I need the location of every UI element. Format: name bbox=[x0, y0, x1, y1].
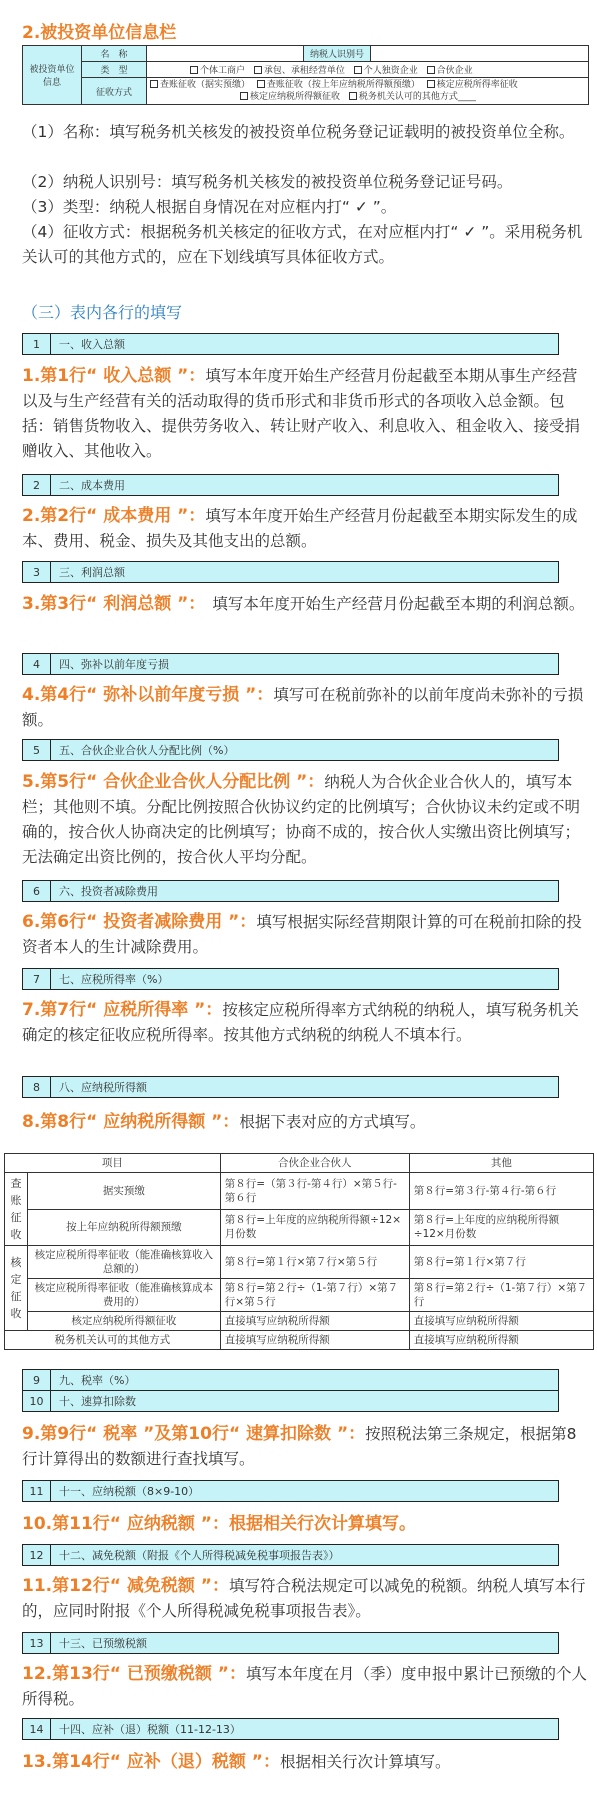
info-type-options bbox=[147, 62, 589, 78]
row-desc-text: 根据下表对应的方式填写。 bbox=[239, 1113, 426, 1131]
row-label: 十二、减免税额（附报《个人所得税减免税事项报告表》） bbox=[59, 1549, 340, 1562]
row-number: 1 bbox=[23, 334, 51, 354]
info-name-value bbox=[147, 46, 304, 62]
row-bars-9-10 bbox=[22, 1370, 559, 1412]
info-tin-label: 纳税人识别号 bbox=[304, 46, 371, 62]
row-desc-title: 6.第6行“ 投资者减除费用 ”： bbox=[22, 912, 257, 932]
row-number: 10 bbox=[23, 1391, 51, 1411]
row-desc-title: 3.第3行“ 利润总额 ”： bbox=[22, 594, 197, 614]
type-option: 个人独资企业 bbox=[363, 66, 418, 76]
checkbox-icon[interactable] bbox=[240, 92, 248, 100]
row-number: 14 bbox=[23, 1719, 51, 1739]
row-number: 7 bbox=[23, 969, 51, 989]
info-left-label: 被投资单位信息 bbox=[23, 46, 82, 105]
table-header-partner: 合伙企业合伙人 bbox=[220, 1154, 409, 1173]
row-bar-1 bbox=[22, 333, 559, 355]
table-group-audit: 查账征收 bbox=[5, 1173, 28, 1246]
table-cell: 第８行=第２行÷（1-第７行）×第７行×第５行 bbox=[220, 1279, 409, 1312]
row-number: 2 bbox=[23, 475, 51, 495]
table-cell: 核定应税所得率征收（能准确核算成本费用的） bbox=[28, 1279, 221, 1312]
info-levy-options: 查账征收（据实预缴） 查账征收（按上年应纳税所得额预缴） 核定应税所得率征收 核定应纳税所得额征收 税务机关认可的其他方式____ bbox=[147, 78, 589, 105]
row-desc-7 bbox=[22, 998, 587, 1048]
row-desc-1 bbox=[22, 364, 587, 464]
row-desc-2 bbox=[22, 504, 587, 554]
row-bar-11 bbox=[22, 1480, 559, 1502]
row-label: 十一、应纳税额（8×9-10） bbox=[59, 1485, 200, 1498]
row-desc-12 bbox=[22, 1574, 587, 1624]
checkbox-icon[interactable] bbox=[427, 80, 435, 88]
checkbox-icon[interactable] bbox=[254, 66, 262, 74]
row-label: 五、合伙企业合伙人分配比例（%） bbox=[59, 744, 235, 757]
table-cell: 按上年应纳税所得额预缴 bbox=[28, 1209, 221, 1246]
row-desc-title: 7.第7行“ 应税所得率 ”： bbox=[22, 1000, 223, 1020]
levy-option: 核定应税所得率征收 bbox=[436, 80, 518, 90]
row-bar-5 bbox=[22, 739, 559, 761]
row-label: 四、弥补以前年度亏损 bbox=[59, 658, 169, 671]
note-1: （1）名称：填写税务机关核发的被投资单位税务登记证载明的被投资单位全称。 bbox=[22, 123, 575, 141]
row-number: 13 bbox=[23, 1633, 51, 1653]
row-desc-title: 9.第9行“ 税率 ”及第10行“ 速算扣除数 ”： bbox=[22, 1424, 366, 1444]
row-desc-text: 填写根据实际经营期限计算的可在税前扣除的投资者本人的生计减除费用。 bbox=[22, 913, 582, 956]
row-desc-title: 1.第1行“ 收入总额 ”： bbox=[22, 366, 206, 386]
levy-option: 查账征收（按上年应纳税所得额预缴） bbox=[266, 80, 420, 90]
row-label: 十、速算扣除数 bbox=[59, 1395, 136, 1408]
type-option: 承包、承租经营单位 bbox=[263, 66, 345, 76]
table-header-item: 项目 bbox=[5, 1154, 221, 1173]
table-cell: 第８行=上年度的应纳税所得额÷12×月份数 bbox=[220, 1209, 409, 1246]
row-label: 十四、应补（退）税额（11-12-13） bbox=[59, 1723, 241, 1736]
table-cell: 直接填写应纳税所得额 bbox=[220, 1331, 409, 1350]
row-label: 二、成本费用 bbox=[59, 479, 125, 492]
row-desc-text: 填写本年度开始生产经营月份起截至本期的利润总额。 bbox=[196, 595, 585, 613]
row-desc-text: 按照税法第三条规定，根据第8行计算得出的数额进行查找填写。 bbox=[22, 1425, 577, 1468]
table-cell: 第８行=第２行÷（1-第７行）×第７行 bbox=[409, 1279, 593, 1312]
note-3: （3）类型：纳税人根据自身情况在对应框内打“ ✓ ”。 bbox=[22, 198, 397, 216]
row-label: 八、应纳税所得额 bbox=[59, 1081, 147, 1094]
info-name-label: 名 称 bbox=[82, 46, 147, 62]
checkbox-icon[interactable] bbox=[257, 80, 265, 88]
table-cell: 直接填写应纳税所得额 bbox=[220, 1312, 409, 1331]
row-desc-9 bbox=[22, 1422, 587, 1472]
row-desc-text: 填写本年度开始生产经营月份起截至本期实际发生的成本、费用、税金、损失及其他支出的总额。 bbox=[22, 507, 578, 550]
row-number: 6 bbox=[23, 881, 51, 901]
row-desc-text: 根据相关行次计算填写。 bbox=[279, 1753, 451, 1771]
row-desc-6 bbox=[22, 910, 587, 960]
checkbox-icon[interactable] bbox=[354, 66, 362, 74]
row-desc-4 bbox=[22, 683, 587, 733]
note-2: （2）纳税人识别号：填写税务机关核发的被投资单位税务登记证号码。 bbox=[22, 173, 513, 191]
row-bar-7 bbox=[22, 968, 559, 990]
row-bar-9 bbox=[22, 1369, 559, 1391]
row-desc-title: 10.第11行“ 应纳税额 ”：根据相关行次计算填写。 bbox=[22, 1514, 416, 1534]
row-number: 5 bbox=[23, 740, 51, 760]
type-option: 个体工商户 bbox=[200, 66, 246, 76]
row-bar-2 bbox=[22, 474, 559, 496]
table-cell: 据实预缴 bbox=[28, 1173, 221, 1210]
row-desc-text: 填写可在税前弥补的以前年度尚未弥补的亏损额。 bbox=[22, 686, 584, 729]
row-number: 12 bbox=[23, 1545, 51, 1565]
row-desc-14 bbox=[22, 1750, 587, 1775]
row-label: 十三、已预缴税额 bbox=[59, 1637, 147, 1650]
row-number: 8 bbox=[23, 1077, 51, 1097]
table-cell: 第８行=第３行-第４行-第６行 bbox=[409, 1173, 593, 1210]
row-bar-8 bbox=[22, 1076, 559, 1098]
row-desc-8 bbox=[22, 1110, 587, 1135]
info-type-label: 类 型 bbox=[82, 62, 147, 78]
row-desc-text: 纳税人为合伙企业合伙人的，填写本栏；其他则不填。分配比例按照合伙协议约定的比例填写；合伙协议未约定或不明确的，按合伙人协商决定的比例填写；协商不成的，按合伙人实缴出资比例填写；无法确定出资比例的，按合伙人平均分配。 bbox=[22, 773, 581, 866]
row-bar-13 bbox=[22, 1632, 559, 1654]
table-header-other: 其他 bbox=[409, 1154, 593, 1173]
checkbox-icon[interactable] bbox=[190, 66, 198, 74]
table-cell: 核定应纳税所得额征收 bbox=[28, 1312, 221, 1331]
row-number: 3 bbox=[23, 562, 51, 582]
levy-option: 核定应纳税所得额征收 bbox=[250, 92, 341, 102]
table-cell: 第８行=第１行×第７行 bbox=[409, 1246, 593, 1279]
checkbox-icon[interactable] bbox=[427, 66, 435, 74]
row-desc-title: 8.第8行“ 应纳税所得额 ”： bbox=[22, 1112, 240, 1132]
row-label: 六、投资者减除费用 bbox=[59, 885, 158, 898]
table-cell: 核定应税所得率征收（能准确核算收入总额的） bbox=[28, 1246, 221, 1279]
row-desc-13 bbox=[22, 1662, 587, 1712]
table-cell: 直接填写应纳税所得额 bbox=[409, 1312, 593, 1331]
row-desc-3 bbox=[22, 592, 587, 617]
table-cell: 第８行=（第３行-第４行）×第５行-第６行 bbox=[220, 1173, 409, 1210]
checkbox-icon[interactable] bbox=[349, 92, 357, 100]
info-levy-label: 征收方式 bbox=[82, 78, 147, 105]
row-desc-title: 11.第12行“ 减免税额 ”： bbox=[22, 1576, 229, 1596]
taxable-income-formula-table bbox=[4, 1153, 594, 1350]
row-label: 三、利润总额 bbox=[59, 566, 125, 579]
table-group-assessed: 核定征收 bbox=[5, 1246, 28, 1331]
row-bar-3 bbox=[22, 561, 559, 583]
table-cell: 直接填写应纳税所得额 bbox=[409, 1331, 593, 1350]
row-desc-title: 2.第2行“ 成本费用 ”： bbox=[22, 506, 206, 526]
row-bar-6 bbox=[22, 880, 559, 902]
row-desc-text: 填写符合税法规定可以减免的税额。纳税人填写本行的，应同时附报《个人所得税减免税事项报告表》。 bbox=[22, 1577, 586, 1620]
row-desc-title: 12.第13行“ 已预缴税额 ”： bbox=[22, 1664, 246, 1684]
table-cell: 第８行=上年度的应纳税所得额÷12×月份数 bbox=[409, 1209, 593, 1246]
info-tin-value bbox=[371, 46, 589, 62]
row-bar-4 bbox=[22, 653, 559, 675]
row-desc-text: 按核定应税所得率方式纳税的纳税人，填写税务机关确定的核定征收应税所得率。按其他方式纳税的纳税人不填本行。 bbox=[22, 1001, 579, 1044]
row-desc-text: 填写本年度开始生产经营月份起截至本期从事生产经营以及与生产经营有关的活动取得的货币形式和非货币形式的各项收入总金额。包括：销售货物收入、提供劳务收入、转让财产收入、利息收入、租金收入、接受捐赠收入、其他收入。 bbox=[22, 367, 581, 460]
levy-option: 查账征收（据实预缴） bbox=[160, 80, 251, 90]
row-desc-text: 填写本年度在月（季）度申报中累计已预缴的个人所得税。 bbox=[22, 1665, 587, 1708]
type-option: 合伙企业 bbox=[436, 66, 473, 76]
row-desc-title: 4.第4行“ 弥补以前年度亏损 ”： bbox=[22, 685, 274, 705]
row-number: 11 bbox=[23, 1481, 51, 1501]
row-label: 九、税率（%） bbox=[59, 1374, 136, 1387]
note-4: （4）征收方式：根据税务机关核定的征收方式，在对应框内打“ ✓ ”。采用税务机关认可的其他方式的，应在下划线填写具体征收方式。 bbox=[22, 223, 583, 266]
levy-option: 税务机关认可的其他方式 bbox=[358, 92, 458, 102]
row-desc-title: 5.第5行“ 合伙企业合伙人分配比例 ”： bbox=[22, 772, 325, 792]
checkbox-icon[interactable] bbox=[150, 80, 158, 88]
row-number: 4 bbox=[23, 654, 51, 674]
row-desc-11 bbox=[22, 1512, 587, 1537]
row-desc-title: 13.第14行“ 应补（退）税额 ”： bbox=[22, 1752, 280, 1772]
investee-info-table bbox=[22, 45, 589, 105]
row-bar-12 bbox=[22, 1544, 559, 1566]
section-heading-rows: （三）表内各行的填写 bbox=[22, 303, 183, 322]
row-bar-10 bbox=[22, 1390, 559, 1412]
row-label: 七、应税所得率（%） bbox=[59, 973, 169, 986]
row-label: 一、收入总额 bbox=[59, 338, 125, 351]
row-bar-14 bbox=[22, 1718, 559, 1740]
row-number: 9 bbox=[23, 1370, 51, 1390]
row-desc-5 bbox=[22, 770, 587, 870]
section-heading-investee-info: 2.被投资单位信息栏 bbox=[22, 23, 177, 43]
table-cell: 第８行=第１行×第７行×第５行 bbox=[220, 1246, 409, 1279]
table-cell: 税务机关认可的其他方式 bbox=[5, 1331, 221, 1350]
